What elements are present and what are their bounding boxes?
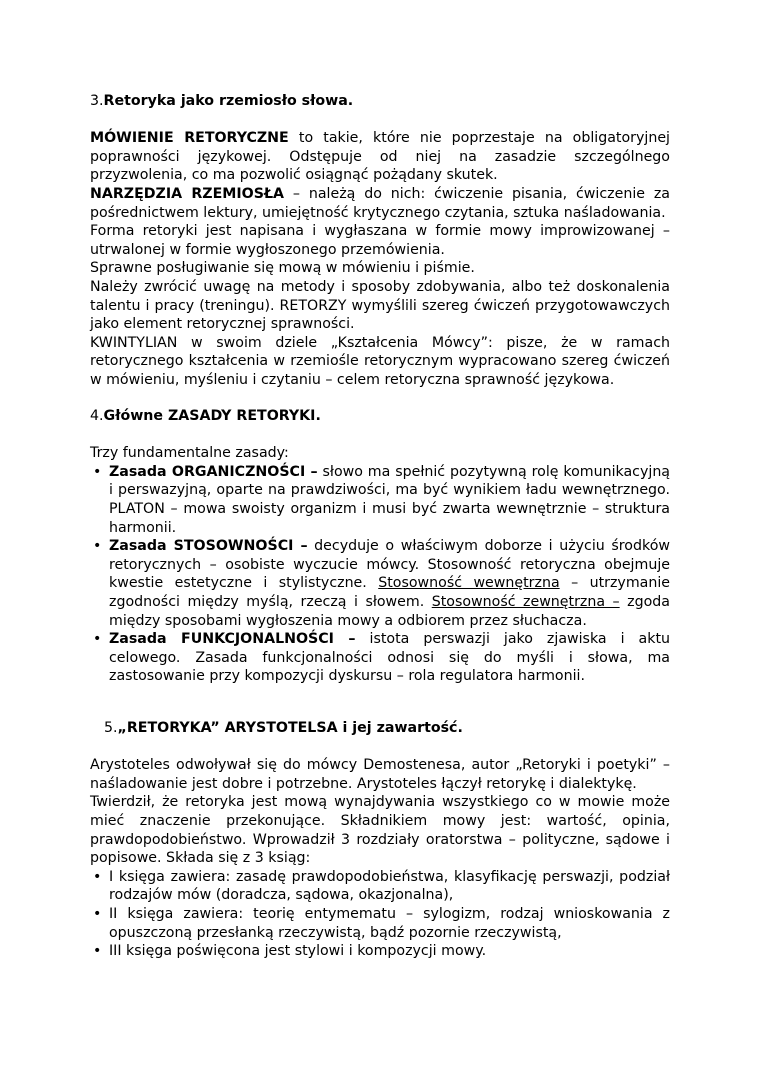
section-3-title: Retoryka jako rzemiosło słowa.: [103, 93, 354, 109]
principle-organicznosci-text: słowo ma spełnić pozytywną rolę komunikacyjną i perswazyjną, oparte na prawdziwości, ma być wynikiem ładu wewnętrznego. PLATON – mowa swoisty organizm i musi być zwarta wewnętrznie – struktura harmonii.: [109, 463, 671, 536]
bullet-icon: •: [93, 631, 102, 648]
stosownosc-zewnetrzna-underlined: Stosowność zewnętrzna –: [431, 593, 620, 610]
paragraph-sprawne: Sprawne posługiwanie się mową w mówieniu i piśmie.: [90, 260, 475, 277]
books-list: [90, 868, 670, 961]
section-4-title: Główne ZASADY RETORYKI.: [103, 408, 321, 424]
book-3-text: III księga poświęcona jest stylowi i kompozycji mowy.: [109, 943, 487, 960]
paragraph-narzedzia: [90, 185, 670, 222]
paragraph-forma-retoryki: Forma retoryki jest napisana i wygłaszana w formie mowy improwizowanej – utrwalonej w formie wygłoszonego przemówienia.: [90, 223, 670, 258]
section-3-heading: [90, 92, 670, 111]
principle-stosownosci-text-b: – utrzymanie zgodności między myślą, rzeczą i słowem.: [109, 575, 670, 610]
paragraph-arystoteles: Arystoteles odwoływał się do mówcy Demostenesa, autor „Retoryki i poetyki” – naśladowanie jest dobre i potrzebne. Arystoteles łączył retorykę i dialektykę.: [90, 757, 670, 792]
bullet-icon: •: [93, 905, 102, 922]
principle-stosownosci-text-a: decyduje o właściwym doborze i użyciu środków retorycznych – osobiste wyczucie mówcy. Stosowność retoryczna obejmuje kwestie estetyczne i stylistyczne.: [109, 538, 670, 592]
principle-funkcjonalnosci-term: Zasada FUNKCJONALNOŚCI –: [109, 631, 356, 648]
section-4: [90, 407, 670, 686]
section-4-number: 4.: [90, 408, 104, 424]
book-1-text: I księga zawiera: zasadę prawdopodobieństwa, klasyfikację perswazji, podział rodzajów mów (doradcza, sądowa, okazjonalna),: [109, 868, 670, 904]
section-5-number: 5.: [104, 720, 118, 736]
stosownosc-wewnetrzna-underlined: Stosowność wewnętrzna: [378, 575, 560, 592]
section-3: [90, 92, 670, 390]
principle-stosownosci-term: Zasada STOSOWNOŚCI –: [109, 538, 308, 555]
section-5-title: „RETORYKA” ARYSTOTELSA i jej zawartość.: [117, 720, 463, 736]
section-5: [90, 719, 670, 961]
bullet-icon: •: [93, 538, 102, 555]
list-item: [90, 630, 670, 686]
list-item: [90, 942, 670, 961]
principle-stosownosci-text-c: zgoda między sposobami wygłoszenia mowy a odbiorem przez słuchacza.: [109, 593, 670, 629]
paragraph-twierdzil: Twierdził, że retoryka jest mową wynajdywania wszystkiego co w mowie może mieć znaczenie przekonujące. Składnikiem mowy jest: wartość, opinia, prawdopodobieństwo. Wprowadził 3 rozdziały oratorstwa – polityczne, sądowe i popisowe. Składa się z 3 ksiąg:: [90, 794, 670, 867]
book-2-text: II księga zawiera: teorię entymematu – sylogizm, rodzaj wnioskowania z opuszczoną przesłanką rzeczywistą, bądź pozornie rzeczywistą,: [109, 905, 670, 941]
paragraph-metody: Należy zwrócić uwagę na metody i sposoby zdobywania, albo też doskonalenia talentu i pracy (treningu). RETORZY wymyślili szereg ćwiczeń przygotowawczych jako element retorycznej sprawności.: [90, 278, 670, 333]
section-3-number: 3.: [90, 93, 104, 109]
list-item: [90, 537, 670, 630]
section-4-heading: [90, 407, 670, 426]
principle-organicznosci-term: Zasada ORGANICZNOŚCI –: [109, 463, 318, 480]
section-4-intro: Trzy fundamentalne zasady:: [90, 445, 289, 462]
bullet-icon: •: [93, 943, 102, 960]
text-mowienie-retoryczne: to takie, które nie poprzestaje na obligatoryjnej poprawności językowej. Odstępuje od niej na zasadzie szczególnego przyzwolenia, co ma pozwolić osiągnąć pożądany skutek.: [90, 130, 670, 184]
list-item: [90, 463, 670, 537]
term-mowienie-retoryczne: MÓWIENIE RETORYCZNE: [90, 130, 289, 147]
text-narzedzia-rzemiosla: – należą do nich: ćwiczenie pisania, ćwiczenie za pośrednictwem lektury, umiejętność krytycznego czytania, sztuka naśladowania.: [90, 185, 670, 221]
term-narzedzia-rzemiosla: NARZĘDZIA RZEMIOSŁA: [90, 185, 285, 202]
bullet-icon: •: [93, 463, 102, 480]
principle-funkcjonalnosci-text: istota perswazji jako zjawiska i aktu celowego. Zasada funkcjonalności odnosi się do myśli i słowa, ma zastosowanie przy kompozycji dyskursu – rola regulatora harmonii.: [109, 631, 671, 685]
section-5-heading: [90, 719, 670, 738]
principles-list: [90, 463, 670, 686]
bullet-icon: •: [93, 868, 102, 885]
list-item: [90, 905, 670, 942]
paragraph-kwintylian: KWINTYLIAN w swoim dziele „Kształcenia Mówcy”: pisze, że w ramach retorycznego kształcenia w rzemiośle retorycznym wypracowano szereg ćwiczeń w mówieniu, myśleniu i czytaniu – celem retoryczna sprawność językowa.: [90, 334, 670, 388]
list-item: [90, 868, 670, 905]
paragraph-mowienie-retoryczne: [90, 129, 670, 185]
